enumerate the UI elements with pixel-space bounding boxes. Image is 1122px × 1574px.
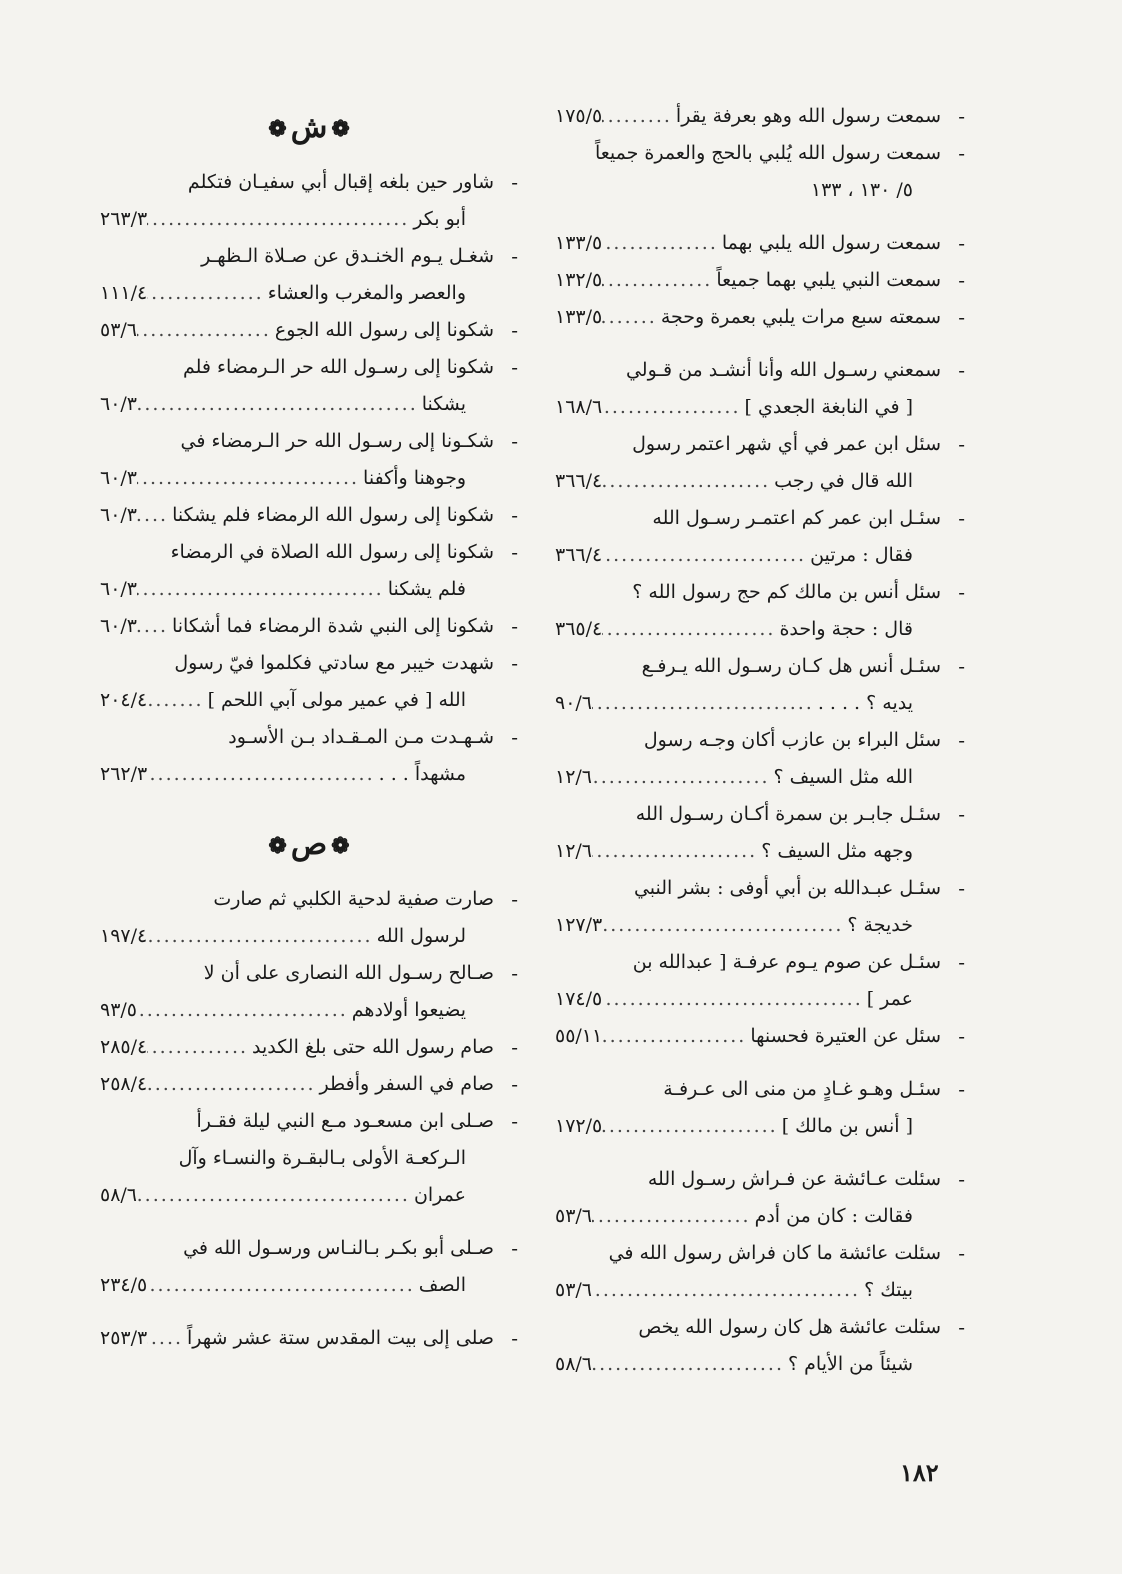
entry-text: سئـل ابن عمر كم اعتمـر رسـول الله xyxy=(652,507,941,529)
entry-line xyxy=(555,1071,941,1108)
entry-text: شكونا إلى رسـول الله حر الـرمضاء فلم xyxy=(182,356,494,378)
entry-text: سئل ابن عمر في أي شهر اعتمر رسول xyxy=(632,433,941,455)
leader-dots xyxy=(592,1198,755,1235)
entry-dash: - xyxy=(511,503,518,527)
leader-dots xyxy=(137,386,422,423)
entry-line xyxy=(555,1235,941,1272)
entry-line xyxy=(555,500,941,537)
entry-dash: - xyxy=(958,1167,965,1191)
entry-line xyxy=(555,685,941,722)
entry-text: شكونا إلى رسول الله الجوع xyxy=(274,319,494,341)
leader-dots xyxy=(592,1346,788,1383)
entry-dash: - xyxy=(511,1035,518,1059)
ornament-icon: ❁ xyxy=(268,116,287,142)
entry-line xyxy=(100,349,494,386)
entry-dash: - xyxy=(511,887,518,911)
entry-line xyxy=(100,1140,494,1177)
page-reference: ١٧٥/٥ xyxy=(555,105,603,127)
page-reference: ٥٣/٦ xyxy=(555,1279,593,1301)
index-entry xyxy=(555,98,965,135)
index-entry xyxy=(555,1161,965,1235)
index-entry xyxy=(100,881,518,955)
leader-dots xyxy=(602,537,810,574)
entry-text: سئـل عن صوم يـوم عرفـة [ عبدالله بن xyxy=(632,951,941,973)
entry-text: صارت صفية لدحية الكلبي ثم صارت xyxy=(213,888,494,910)
leader-dots xyxy=(137,1177,414,1214)
index-entry xyxy=(100,955,518,1029)
index-entry xyxy=(555,352,965,426)
entry-line xyxy=(100,719,494,756)
entry-dash: - xyxy=(511,614,518,638)
entry-text: لرسول الله xyxy=(376,925,466,947)
index-entry xyxy=(555,1235,965,1309)
entry-text: شكونا إلى رسول الله الصلاة في الرمضاء xyxy=(170,541,494,563)
index-entry xyxy=(100,645,518,719)
entry-text: سمعته سبع مرات يلبي بعمرة وحجة xyxy=(660,306,941,328)
leader-dots xyxy=(592,759,774,796)
leader-dots xyxy=(137,312,275,349)
page-reference: ٣٦٥/٤ xyxy=(555,618,603,640)
right-column xyxy=(555,98,965,1383)
entry-dash: - xyxy=(511,1236,518,1260)
leader-dots xyxy=(147,756,378,793)
entry-gap xyxy=(100,1214,518,1230)
entry-text: سئلت عائشة هل كان رسول الله يخص xyxy=(638,1316,941,1338)
page-reference: ١٧٤/٥ xyxy=(555,988,603,1010)
page-reference: ١١١/٤ xyxy=(100,282,148,304)
leader-dots xyxy=(137,571,388,608)
page-reference: ٥٣/٦ xyxy=(100,319,138,341)
entry-dash: - xyxy=(958,580,965,604)
entry-text: أبو بكر xyxy=(413,208,466,230)
entry-line xyxy=(555,299,941,336)
entry-dash: - xyxy=(958,305,965,329)
leader-dots xyxy=(147,275,267,312)
page-reference: ٦٠/٣ xyxy=(100,467,138,489)
entry-line xyxy=(100,571,494,608)
entry-line xyxy=(100,534,494,571)
entry-line xyxy=(555,796,941,833)
index-entry xyxy=(555,1071,965,1145)
section-header xyxy=(100,815,518,875)
entry-text: سئلت عائشة ما كان فراش رسول الله في xyxy=(608,1242,941,1264)
entry-line xyxy=(100,645,494,682)
index-entry xyxy=(100,1230,518,1304)
entry-text: سئـل عبـدالله بن أبي أوفى : بشر النبي xyxy=(633,877,941,899)
entry-text: شغـل يـوم الخنـدق عن صـلاة الـظهـر xyxy=(201,245,494,267)
entry-text: صـالح رسـول الله النصارى على أن لا xyxy=(203,962,494,984)
entry-dash: - xyxy=(958,950,965,974)
entry-text: سمعت النبي يلبي بهما جميعاً xyxy=(716,269,941,291)
index-entry xyxy=(555,262,965,299)
entry-text: شهدت خيبر مع سادتي فكلموا فيّ رسول xyxy=(174,652,494,674)
section-gap xyxy=(100,793,518,815)
leader-dots xyxy=(602,611,779,648)
entry-dash: - xyxy=(511,1072,518,1096)
entry-line xyxy=(100,918,494,955)
entry-line xyxy=(100,1320,494,1357)
entry-text: شـهـدت مـن المـقـداد بـن الأسـود xyxy=(228,726,494,748)
entry-line xyxy=(100,238,494,275)
index-entry xyxy=(555,426,965,500)
entry-line xyxy=(555,944,941,981)
entry-text: [ في النابغة الجعدي ] xyxy=(744,396,913,418)
index-entry xyxy=(100,312,518,349)
entry-line xyxy=(100,682,494,719)
index-entry xyxy=(100,423,518,497)
entry-line xyxy=(100,1066,494,1103)
entry-text: والعصر والمغرب والعشاء xyxy=(267,282,466,304)
index-entry xyxy=(555,722,965,796)
page-reference: ١٧٢/٥ xyxy=(555,1115,603,1137)
entry-text: صام في السفر وأفطر xyxy=(319,1073,494,1095)
entry-dash: - xyxy=(511,318,518,342)
entry-line xyxy=(555,389,941,426)
page-reference: ٢٠٤/٤ xyxy=(100,689,148,711)
entry-text: فلم يشكنا xyxy=(387,578,466,600)
entry-dash: - xyxy=(958,1077,965,1101)
entry-text: الله مثل السيف ؟ xyxy=(773,766,913,788)
leader-dots xyxy=(602,225,722,262)
entry-line xyxy=(100,497,494,534)
index-entry xyxy=(555,225,965,262)
leader-dots xyxy=(602,1018,750,1055)
index-entry xyxy=(100,164,518,238)
index-entry xyxy=(555,648,965,722)
leader-dots xyxy=(602,389,744,426)
page-reference: ٢٦٣/٣ xyxy=(100,208,148,230)
entry-dash: - xyxy=(958,141,965,165)
leader-dots xyxy=(147,201,413,238)
entry-dash: - xyxy=(511,1109,518,1133)
entry-line xyxy=(555,1018,941,1055)
entry-gap xyxy=(555,1145,965,1161)
leader-dots xyxy=(602,981,867,1018)
index-entry xyxy=(555,135,965,209)
page-number: ١٨٢ xyxy=(900,1458,939,1487)
entry-dash: - xyxy=(958,231,965,255)
page-reference: ١٢/٦ xyxy=(555,766,593,788)
entry-text: عمران xyxy=(413,1184,466,1206)
entry-dash: - xyxy=(511,170,518,194)
index-entry xyxy=(555,500,965,574)
page-reference: ١٣٢/٥ xyxy=(555,269,603,291)
entry-line xyxy=(555,225,941,262)
page-reference: ١٢/٦ xyxy=(555,840,593,862)
entry-line xyxy=(555,574,941,611)
entry-dash: - xyxy=(958,268,965,292)
index-entry xyxy=(555,944,965,1018)
entry-text: سمعني رسـول الله وأنا أنشـد من قـولي xyxy=(625,359,941,381)
index-entry xyxy=(100,1029,518,1066)
entry-text: شكـونا إلى رسـول الله حر الـرمضاء في xyxy=(180,430,494,452)
entry-gap xyxy=(555,1055,965,1071)
entry-line xyxy=(555,98,941,135)
entry-line xyxy=(555,1272,941,1309)
leader-dots xyxy=(602,907,847,944)
entry-text: سئـل جابـر بن سمرة أكـان رسـول الله xyxy=(635,803,941,825)
entry-text: خديجة ؟ xyxy=(847,914,913,936)
page-reference: ٩٣/٥ xyxy=(100,999,138,1021)
entry-text: ٥/ ١٣٠ ، ١٣٣ xyxy=(810,179,913,201)
leader-dots xyxy=(602,299,661,336)
entry-text: سئـل أنس هل كـان رسـول الله يـرفـع xyxy=(641,655,941,677)
entry-line xyxy=(100,386,494,423)
entry-text: سئـل وهـو غـادٍ من منى الى عـرفـة xyxy=(663,1078,941,1100)
entry-gap xyxy=(555,209,965,225)
index-entry xyxy=(100,238,518,312)
entry-text: بيتك ؟ xyxy=(864,1279,913,1301)
index-entry xyxy=(100,349,518,423)
leader-dots xyxy=(592,1272,864,1309)
entry-line xyxy=(100,1230,494,1267)
entry-dash: - xyxy=(958,802,965,826)
entry-line xyxy=(555,352,941,389)
entry-dash: - xyxy=(958,432,965,456)
leader-dots xyxy=(602,98,676,135)
entry-text: فقال : مرتين xyxy=(810,544,913,566)
page-reference: ٢٥٣/٣ xyxy=(100,1327,148,1349)
entry-text: شكونا إلى النبي شدة الرمضاء فما أشكانا xyxy=(171,615,494,637)
entry-line xyxy=(555,172,941,209)
index-entry xyxy=(100,719,518,793)
leader-dots xyxy=(137,460,363,497)
index-entry xyxy=(555,299,965,336)
entry-dash: - xyxy=(958,728,965,752)
section-letter: ص xyxy=(290,827,328,862)
entry-line xyxy=(100,608,494,645)
entry-line xyxy=(555,907,941,944)
entry-line xyxy=(555,722,941,759)
entry-text: الله قال في رجب xyxy=(774,470,913,492)
entry-text: سمعت رسول الله يلبي بهما xyxy=(721,232,941,254)
entry-text: مشهداً . . . xyxy=(378,763,466,785)
entry-dash: - xyxy=(958,1024,965,1048)
entry-line xyxy=(100,312,494,349)
entry-text: فقالت : كان من أدم xyxy=(754,1205,913,1227)
entry-text: شاور حين بلغه إقبال أبي سفيـان فتكلم xyxy=(187,171,494,193)
page-reference: ٣٦٦/٤ xyxy=(555,470,603,492)
page-reference: ١٢٧/٣ xyxy=(555,914,603,936)
entry-dash: - xyxy=(511,429,518,453)
page-reference: ٥٥/١١ xyxy=(555,1025,603,1047)
entry-text: يشكنا xyxy=(421,393,466,415)
page-reference: ١٦٨/٦ xyxy=(555,396,603,418)
leader-dots xyxy=(137,608,172,645)
index-entry xyxy=(555,796,965,870)
entry-text: عمر ] xyxy=(866,988,913,1010)
entry-line xyxy=(555,833,941,870)
page-reference: ٦٠/٣ xyxy=(100,504,138,526)
leader-dots xyxy=(147,1320,187,1357)
entry-line xyxy=(100,1267,494,1304)
index-entry xyxy=(100,497,518,534)
entry-text: سئل أنس بن مالك كم حج رسول الله ؟ xyxy=(632,581,941,603)
entry-text: سمعت رسول الله وهو بعرفة يقرأ xyxy=(675,105,941,127)
leader-dots xyxy=(602,1108,781,1145)
entry-dash: - xyxy=(511,1326,518,1350)
entry-dash: - xyxy=(958,506,965,530)
page-reference: ٦٠/٣ xyxy=(100,615,138,637)
entry-text: صـلى أبو بكـر بـالنـاس ورسـول الله في xyxy=(183,1237,494,1259)
entry-text: سئل البراء بن عازب أكان وجـه رسول xyxy=(643,729,941,751)
entry-line xyxy=(100,955,494,992)
entry-line xyxy=(100,992,494,1029)
index-entry xyxy=(555,870,965,944)
leader-dots xyxy=(602,262,716,299)
left-column xyxy=(100,98,518,1357)
entry-text: وجهه مثل السيف ؟ xyxy=(761,840,913,862)
entry-line xyxy=(100,423,494,460)
ornament-icon: ❁ xyxy=(268,833,287,859)
entry-text: الصف xyxy=(418,1274,466,1296)
entry-dash: - xyxy=(958,1315,965,1339)
index-entry xyxy=(555,574,965,648)
index-entry xyxy=(100,608,518,645)
entry-text: سئل عن العتيرة فحسنها xyxy=(750,1025,941,1047)
entry-dash: - xyxy=(511,244,518,268)
entry-text: صلى إلى بيت المقدس ستة عشر شهراً xyxy=(187,1327,494,1349)
entry-line xyxy=(555,426,941,463)
page-reference: ٢٦٢/٣ xyxy=(100,763,148,785)
entry-dash: - xyxy=(958,104,965,128)
page-reference: ٢٥٨/٤ xyxy=(100,1073,148,1095)
entry-text: قال : حجة واحدة xyxy=(779,618,913,640)
entry-line xyxy=(100,164,494,201)
entry-line xyxy=(555,648,941,685)
entry-line xyxy=(555,759,941,796)
entry-dash: - xyxy=(511,540,518,564)
entry-dash: - xyxy=(511,725,518,749)
entry-text: سمعت رسول الله يُلبي بالحج والعمرة جميعاً xyxy=(594,142,941,164)
entry-dash: - xyxy=(958,876,965,900)
entry-text: صـلى ابن مسعـود مـع النبي ليلة فقـرأ xyxy=(196,1110,494,1132)
leader-dots xyxy=(147,1066,319,1103)
page-reference: ١٣٣/٥ xyxy=(555,306,603,328)
entry-line xyxy=(100,1177,494,1214)
page-reference: ١٩٧/٤ xyxy=(100,925,148,947)
entry-line xyxy=(555,135,941,172)
entry-text: [ أنس بن مالك ] xyxy=(781,1115,913,1137)
entry-text: يضيعوا أولادهم xyxy=(351,999,466,1021)
entry-text: الـركعـة الأولى بـالبقـرة والنسـاء وآل xyxy=(178,1147,466,1169)
leader-dots xyxy=(137,992,352,1029)
leader-dots xyxy=(137,497,172,534)
index-entry xyxy=(555,1018,965,1055)
page-reference: ٢٨٥/٤ xyxy=(100,1036,148,1058)
index-entry xyxy=(100,1103,518,1214)
entry-line xyxy=(555,1161,941,1198)
entry-line xyxy=(555,1108,941,1145)
entry-text: الله [ في عمير مولى آبي اللحم ] xyxy=(207,689,466,711)
index-entry xyxy=(100,534,518,608)
page-reference: ١٣٣/٥ xyxy=(555,232,603,254)
entry-line xyxy=(555,537,941,574)
entry-dash: - xyxy=(958,358,965,382)
entry-text: يديه ؟ . . . . xyxy=(817,692,913,714)
ornament-icon: ❁ xyxy=(331,833,350,859)
entry-line xyxy=(555,981,941,1018)
entry-text: صام رسول الله حتى بلغ الكديد xyxy=(252,1036,494,1058)
section-header xyxy=(100,98,518,158)
leader-dots xyxy=(592,833,761,870)
entry-dash: - xyxy=(511,961,518,985)
entry-gap xyxy=(555,336,965,352)
entry-line xyxy=(100,756,494,793)
entry-dash: - xyxy=(511,355,518,379)
index-entry xyxy=(555,1309,965,1383)
entry-line xyxy=(100,1029,494,1066)
entry-line xyxy=(555,870,941,907)
page-reference: ٥٣/٦ xyxy=(555,1205,593,1227)
entry-dash: - xyxy=(958,654,965,678)
entry-gap xyxy=(100,1304,518,1320)
entry-line xyxy=(555,611,941,648)
entry-line xyxy=(100,460,494,497)
entry-dash: - xyxy=(511,651,518,675)
leader-dots xyxy=(147,918,376,955)
leader-dots xyxy=(602,463,774,500)
ornament-icon: ❁ xyxy=(331,116,350,142)
page-reference: ٣٦٦/٤ xyxy=(555,544,603,566)
entry-line xyxy=(555,262,941,299)
leader-dots xyxy=(147,682,207,719)
page-reference: ٥٨/٦ xyxy=(555,1353,593,1375)
section-letter: ش xyxy=(290,110,328,145)
entry-text: سئلت عـائشة عن فـراش رسـول الله xyxy=(647,1168,941,1190)
page-reference: ٢٣٤/٥ xyxy=(100,1274,148,1296)
entry-text: وجوهنا وأكفنا xyxy=(363,467,466,489)
entry-line xyxy=(555,463,941,500)
entry-line xyxy=(555,1346,941,1383)
entry-text: شكونا إلى رسول الله الرمضاء فلم يشكنا xyxy=(172,504,494,526)
page-reference: ٥٨/٦ xyxy=(100,1184,138,1206)
page-reference: ٦٠/٣ xyxy=(100,578,138,600)
index-entry xyxy=(100,1066,518,1103)
entry-line xyxy=(100,201,494,238)
leader-dots xyxy=(592,685,818,722)
entry-line xyxy=(555,1198,941,1235)
leader-dots xyxy=(147,1267,419,1304)
entry-text: شيئاً من الأيام ؟ xyxy=(788,1353,913,1375)
page-reference: ٦٠/٣ xyxy=(100,393,138,415)
index-entry xyxy=(100,1320,518,1357)
entry-dash: - xyxy=(958,1241,965,1265)
entry-line xyxy=(100,1103,494,1140)
entry-line xyxy=(100,275,494,312)
entry-line xyxy=(555,1309,941,1346)
entry-line xyxy=(100,881,494,918)
leader-dots xyxy=(147,1029,252,1066)
page-reference: ٩٠/٦ xyxy=(555,692,593,714)
